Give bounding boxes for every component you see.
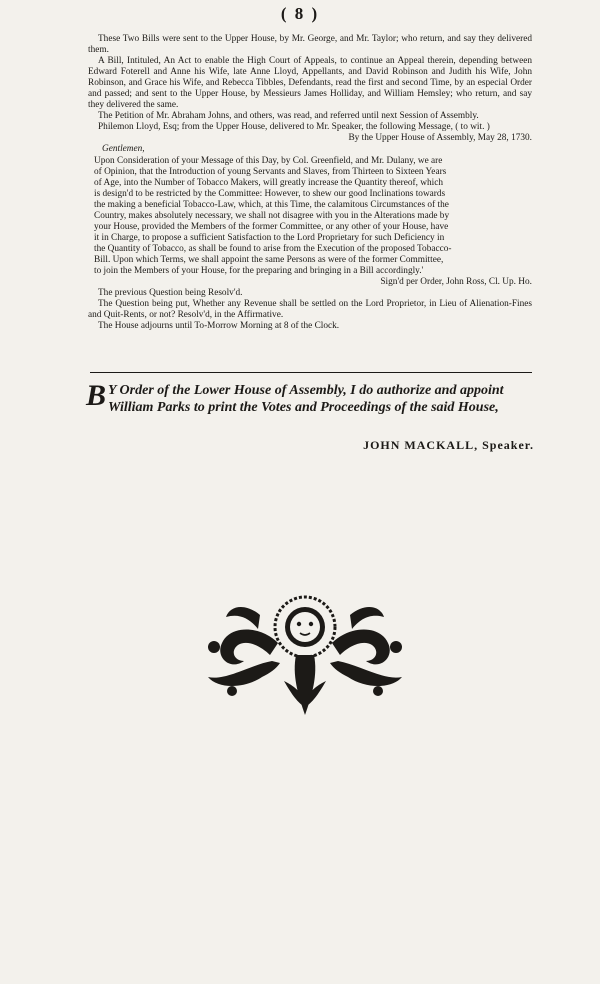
signature: Sign'd per Order, John Ross, Cl. Up. Ho. (380, 277, 532, 288)
salutation: Gentlemen, (102, 144, 145, 155)
message-line: Country, makes absolutely necessary, we shall not disagree with you in the Alterations made by (94, 210, 450, 221)
paragraph: The Petition of Mr. Abraham Johns, and others, was read, and referred until next Session of Assembly. (98, 111, 479, 122)
ornament-icon (200, 585, 410, 720)
message-line: Upon Consideration of your Message of this Day, by Col. Greenfield, and Mr. Dulany, we are (94, 155, 443, 166)
page-number: ( 8 ) (280, 4, 320, 23)
message-line: it in Charge, to propose a sufficient Satisfaction to the Lord Proprietary for such Deficiency in (94, 232, 445, 243)
message-line: is design'd to be restricted by the Committee: However, to shew our good Inclinations towards (94, 188, 446, 199)
order-initial: B (86, 379, 107, 412)
message-line: of Age, into the Number of Tobacco Makers, will greatly increase the Quantity thereof, which (94, 177, 443, 188)
divider (90, 372, 532, 373)
message-line: the Quantity of Tobacco, as shall be found to arise from the Execution of the proposed Tobacco- (94, 243, 452, 254)
upper-house-message (88, 156, 532, 278)
proceedings-text (88, 34, 532, 332)
paragraph: The previous Question being Resolv'd. (98, 288, 243, 299)
speaker-signature: JOHN MACKALL, Speaker. (363, 438, 534, 452)
dateline: By the Upper House of Assembly, May 28, 1730. (348, 133, 532, 144)
message-line: Bill. Upon which Terms, we shall appoint the same Persons as were of the former Committee, (94, 254, 444, 265)
paragraph: Philemon Lloyd, Esq; from the Upper House, delivered to Mr. Speaker, the following Message, ( to wit. ) (98, 122, 490, 133)
print-order (86, 379, 536, 416)
message-line: of Opinion, that the Introduction of young Servants and Slaves, from Thirteen to Sixteen Years (94, 166, 447, 177)
paragraph: These Two Bills were sent to the Upper House, by Mr. George, and Mr. Taylor; who return, and say they delivered them. (88, 34, 532, 56)
order-text: Y Order of the Lower House of Assembly, I do authorize and appoint William Parks to print the Votes and Proceedings of the said House, (108, 383, 504, 415)
message-line: the making a beneficial Tobacco-Law, which, at this Time, the calamitous Circumstances of the (94, 199, 449, 210)
message-line: to join the Members of your House, for the preparing and bringing in a Bill accordingly.' (94, 265, 424, 276)
message-line: your House, provided the Members of the former Committee, or any other of your House, have (94, 221, 449, 232)
paragraph: A Bill, Intituled, An Act to enable the High Court of Appeals, to continue an Appeal therein, depending between Edward Foterell and Anne his Wife, late Anne Lloyd, Appellants, and David Robinson and Judith his Wife, John Robinson, and Grace his Wife, and Rebecca Tibbles, Defendants, read the first and second Time, by an especial Order and passed; and sent to the Upper House, by Messieurs James Holliday, and William Hemsley; who return, and say they delivered the same. (88, 56, 532, 111)
paragraph: The House adjourns until To-Morrow Morning at 8 of the Clock. (98, 321, 340, 332)
paragraph: The Question being put, Whether any Revenue shall be settled on the Lord Proprietor, in Lieu of Alienation-Fines and Quit-Rents, or not? Resolv'd, in the Affirmative. (88, 299, 532, 321)
